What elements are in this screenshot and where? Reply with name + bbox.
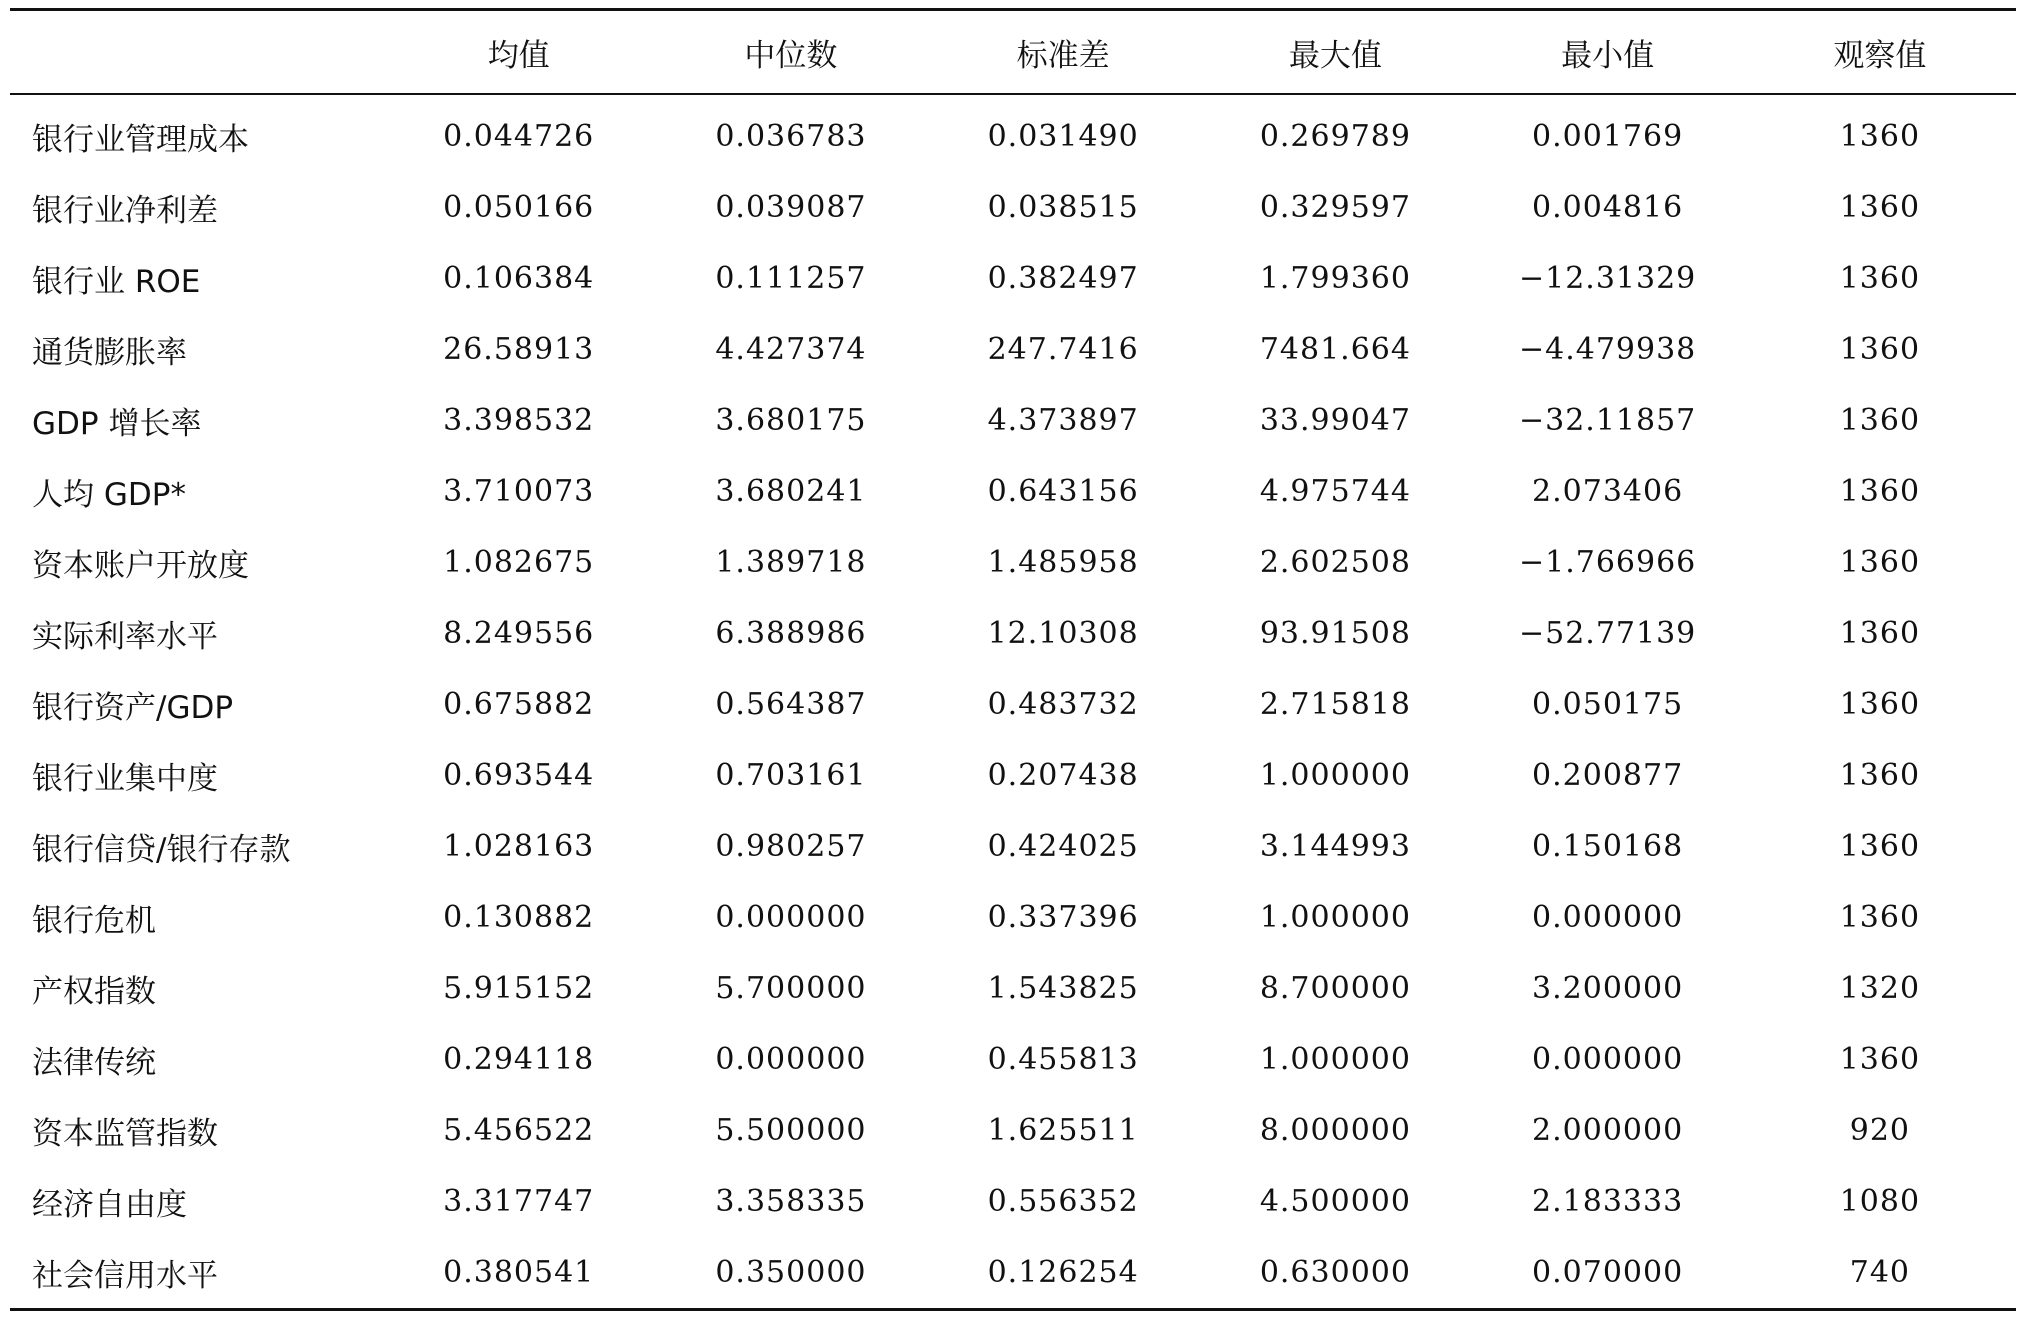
row-label: 银行业净利差: [32, 193, 218, 229]
cell-max: 0.329597: [1259, 190, 1411, 225]
cell-mean: 0.130882: [443, 900, 595, 935]
row-label: 产权指数: [32, 974, 156, 1010]
cell-observations: 1320: [1839, 971, 1921, 1006]
cell-observations: 1360: [1839, 829, 1921, 864]
cell-median: 0.350000: [715, 1255, 867, 1290]
cell-min: 0.150168: [1532, 829, 1684, 864]
cell-max: 1.000000: [1259, 900, 1411, 935]
cell-observations: 1360: [1839, 261, 1921, 296]
table-row: [10, 314, 2016, 385]
table-row: [10, 1024, 2016, 1095]
cell-mean: 26.58913: [443, 332, 595, 367]
row-label: 银行业 ROE: [32, 264, 201, 300]
cell-std-dev: 247.7416: [987, 332, 1139, 367]
cell-observations: 1360: [1839, 687, 1921, 722]
table-row: [10, 882, 2016, 953]
table-row: [10, 811, 2016, 882]
cell-std-dev: 0.031490: [987, 119, 1139, 154]
cell-mean: 0.106384: [443, 261, 595, 296]
table-row: [10, 1237, 2016, 1308]
row-label: 社会信用水平: [32, 1258, 218, 1294]
header-std-dev: 标准差: [1016, 37, 1110, 74]
header-mean: 均值: [487, 37, 550, 74]
cell-std-dev: 0.038515: [987, 190, 1139, 225]
header-median: 中位数: [744, 37, 838, 74]
row-label: 法律传统: [32, 1045, 156, 1081]
table-row: [10, 669, 2016, 740]
cell-median: 3.680175: [715, 403, 867, 438]
cell-min: −1.766966: [1518, 545, 1697, 580]
cell-mean: 3.317747: [443, 1184, 595, 1219]
cell-mean: 0.675882: [443, 687, 595, 722]
table-row: [10, 1095, 2016, 1166]
cell-observations: 1360: [1839, 1042, 1921, 1077]
cell-observations: 920: [1849, 1113, 1910, 1148]
header-min: 最小值: [1561, 37, 1655, 74]
row-label: 经济自由度: [32, 1187, 187, 1223]
cell-std-dev: 0.556352: [987, 1184, 1139, 1219]
cell-max: 4.500000: [1259, 1184, 1411, 1219]
row-label: 银行业集中度: [32, 761, 218, 797]
cell-max: 33.99047: [1259, 403, 1411, 438]
cell-std-dev: 0.126254: [987, 1255, 1139, 1290]
cell-observations: 1080: [1839, 1184, 1921, 1219]
cell-mean: 1.028163: [443, 829, 595, 864]
cell-median: 1.389718: [715, 545, 867, 580]
cell-median: 0.564387: [715, 687, 867, 722]
cell-median: 0.703161: [715, 758, 867, 793]
cell-std-dev: 0.207438: [987, 758, 1139, 793]
cell-min: 0.000000: [1532, 900, 1684, 935]
cell-min: −52.77139: [1518, 616, 1697, 651]
table-row: [10, 243, 2016, 314]
row-label: 银行危机: [32, 903, 156, 939]
cell-std-dev: 4.373897: [987, 403, 1139, 438]
cell-max: 93.91508: [1259, 616, 1411, 651]
row-label: 银行资产/GDP: [32, 690, 234, 726]
cell-median: 0.000000: [715, 1042, 867, 1077]
cell-median: 5.700000: [715, 971, 867, 1006]
cell-median: 0.980257: [715, 829, 867, 864]
statistics-table: [10, 8, 2016, 1311]
cell-observations: 1360: [1839, 403, 1921, 438]
row-label: 实际利率水平: [32, 619, 218, 655]
cell-median: 0.039087: [715, 190, 867, 225]
table-row: [10, 1166, 2016, 1237]
table-row: [10, 385, 2016, 456]
cell-max: 0.630000: [1259, 1255, 1411, 1290]
cell-std-dev: 0.455813: [987, 1042, 1139, 1077]
row-label: 资本监管指数: [32, 1116, 218, 1152]
cell-mean: 8.249556: [443, 616, 595, 651]
cell-mean: 5.915152: [443, 971, 595, 1006]
cell-mean: 0.380541: [443, 1255, 595, 1290]
row-label: 通货膨胀率: [32, 335, 187, 371]
cell-observations: 1360: [1839, 616, 1921, 651]
cell-mean: 0.044726: [443, 119, 595, 154]
cell-max: 0.269789: [1259, 119, 1411, 154]
cell-observations: 1360: [1839, 900, 1921, 935]
cell-min: −32.11857: [1518, 403, 1697, 438]
cell-max: 3.144993: [1259, 829, 1411, 864]
row-label: 银行信贷/银行存款: [32, 832, 291, 868]
cell-median: 6.388986: [715, 616, 867, 651]
cell-mean: 0.693544: [443, 758, 595, 793]
cell-min: 0.001769: [1532, 119, 1684, 154]
cell-min: −12.31329: [1518, 261, 1697, 296]
cell-min: 2.000000: [1532, 1113, 1684, 1148]
header-observations: 观察值: [1833, 37, 1927, 74]
cell-mean: 3.710073: [443, 474, 595, 509]
cell-std-dev: 0.337396: [987, 900, 1139, 935]
cell-std-dev: 1.625511: [987, 1113, 1139, 1148]
table-row: [10, 598, 2016, 669]
header-max: 最大值: [1288, 37, 1382, 74]
cell-min: 0.200877: [1532, 758, 1684, 793]
cell-observations: 1360: [1839, 474, 1921, 509]
cell-std-dev: 1.543825: [987, 971, 1139, 1006]
cell-observations: 1360: [1839, 545, 1921, 580]
cell-median: 5.500000: [715, 1113, 867, 1148]
cell-max: 1.799360: [1259, 261, 1411, 296]
cell-observations: 1360: [1839, 332, 1921, 367]
cell-std-dev: 12.10308: [987, 616, 1139, 651]
cell-min: 0.070000: [1532, 1255, 1684, 1290]
cell-min: 3.200000: [1532, 971, 1684, 1006]
table-body: [10, 101, 2016, 1308]
cell-std-dev: 0.424025: [987, 829, 1139, 864]
row-label: 资本账户开放度: [32, 548, 249, 584]
cell-median: 0.111257: [715, 261, 867, 296]
row-label: GDP 增长率: [32, 406, 202, 442]
cell-median: 0.000000: [715, 900, 867, 935]
cell-mean: 1.082675: [443, 545, 595, 580]
cell-median: 3.680241: [715, 474, 867, 509]
cell-mean: 3.398532: [443, 403, 595, 438]
cell-min: 0.004816: [1532, 190, 1684, 225]
cell-max: 8.000000: [1259, 1113, 1411, 1148]
cell-observations: 1360: [1839, 119, 1921, 154]
cell-max: 8.700000: [1259, 971, 1411, 1006]
table-row: [10, 527, 2016, 598]
table-row: [10, 101, 2016, 172]
cell-min: −4.479938: [1518, 332, 1697, 367]
cell-std-dev: 1.485958: [987, 545, 1139, 580]
cell-mean: 5.456522: [443, 1113, 595, 1148]
cell-min: 2.073406: [1532, 474, 1684, 509]
table-row: [10, 953, 2016, 1024]
cell-max: 2.602508: [1259, 545, 1411, 580]
cell-max: 1.000000: [1259, 758, 1411, 793]
cell-observations: 1360: [1839, 758, 1921, 793]
cell-std-dev: 0.382497: [987, 261, 1139, 296]
table-header-row: [10, 11, 2016, 93]
cell-min: 0.000000: [1532, 1042, 1684, 1077]
table-row: [10, 740, 2016, 811]
cell-median: 0.036783: [715, 119, 867, 154]
cell-std-dev: 0.483732: [987, 687, 1139, 722]
row-label: 人均 GDP*: [32, 477, 186, 513]
cell-observations: 740: [1849, 1255, 1910, 1290]
cell-mean: 0.294118: [443, 1042, 595, 1077]
cell-observations: 1360: [1839, 190, 1921, 225]
cell-max: 2.715818: [1259, 687, 1411, 722]
cell-min: 2.183333: [1532, 1184, 1684, 1219]
cell-mean: 0.050166: [443, 190, 595, 225]
table-row: [10, 456, 2016, 527]
cell-std-dev: 0.643156: [987, 474, 1139, 509]
row-label: 银行业管理成本: [32, 122, 249, 158]
cell-max: 1.000000: [1259, 1042, 1411, 1077]
cell-median: 4.427374: [715, 332, 867, 367]
cell-median: 3.358335: [715, 1184, 867, 1219]
cell-max: 4.975744: [1259, 474, 1411, 509]
cell-max: 7481.664: [1259, 332, 1411, 367]
table-bottom-rule: [10, 1308, 2016, 1311]
cell-min: 0.050175: [1532, 687, 1684, 722]
table-row: [10, 172, 2016, 243]
